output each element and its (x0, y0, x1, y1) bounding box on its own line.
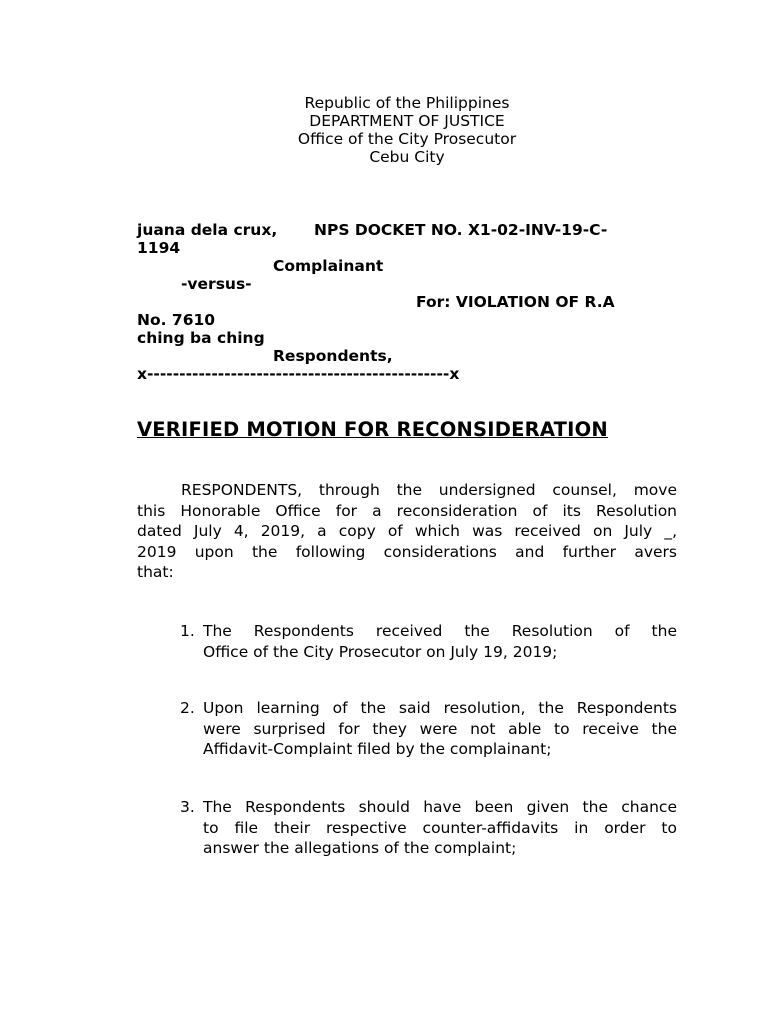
respondent-name: ching ba ching (137, 329, 265, 347)
item-line: The Respondents should have been given the chance (203, 798, 677, 816)
violation-label-cont: No. 7610 (137, 311, 216, 329)
header-city: Cebu City (369, 148, 445, 166)
intro-line: RESPONDENTS, through the undersigned counsel, move (181, 481, 677, 499)
violation-label: For: VIOLATION OF R.A (416, 293, 615, 311)
item-line: Upon learning of the said resolution, the Respondents (203, 699, 677, 717)
item-number: 2. (180, 699, 195, 717)
docket-number: NPS DOCKET NO. X1-02-INV-19-C- (314, 221, 608, 239)
complainant-name: juana dela crux, (137, 221, 278, 239)
item-line: to file their respective counter-affidavits in order to (203, 818, 677, 837)
item-text (203, 621, 677, 662)
caption-separator: x-----------------------------------------------x (137, 365, 460, 383)
item-line: The Respondents received the Resolution of the (203, 622, 677, 640)
item-number: 3. (180, 798, 195, 816)
header-office: Office of the City Prosecutor (297, 130, 517, 148)
intro-line: dated July 4, 2019, a copy of which was received on July _, (137, 522, 677, 540)
item-line: Office of the City Prosecutor on July 19, 2019; (203, 642, 558, 661)
document-title: VERIFIED MOTION FOR RECONSIDERATION (137, 418, 608, 441)
versus-label: -versus- (181, 275, 252, 293)
item-line: answer the allegations of the complaint; (203, 839, 517, 857)
item-line: were surprised for they were not able to receive the (203, 719, 677, 738)
item-text (203, 797, 677, 859)
intro-line: that: (137, 563, 174, 581)
document-header (0, 94, 768, 166)
header-republic: Republic of the Philippines (304, 94, 510, 112)
complainant-role: Complainant (273, 257, 384, 275)
respondent-role: Respondents, (273, 347, 393, 365)
header-department: DEPARTMENT OF JUSTICE (309, 112, 505, 130)
item-text (203, 698, 677, 760)
intro-paragraph (137, 480, 677, 583)
item-number: 1. (180, 622, 195, 640)
intro-line: 2019 upon the following considerations and further avers (137, 542, 677, 561)
item-line: Affidavit-Complaint filed by the complainant; (203, 740, 552, 758)
docket-number-cont: 1194 (137, 239, 181, 257)
intro-line: this Honorable Office for a reconsideration of its Resolution (137, 501, 677, 520)
